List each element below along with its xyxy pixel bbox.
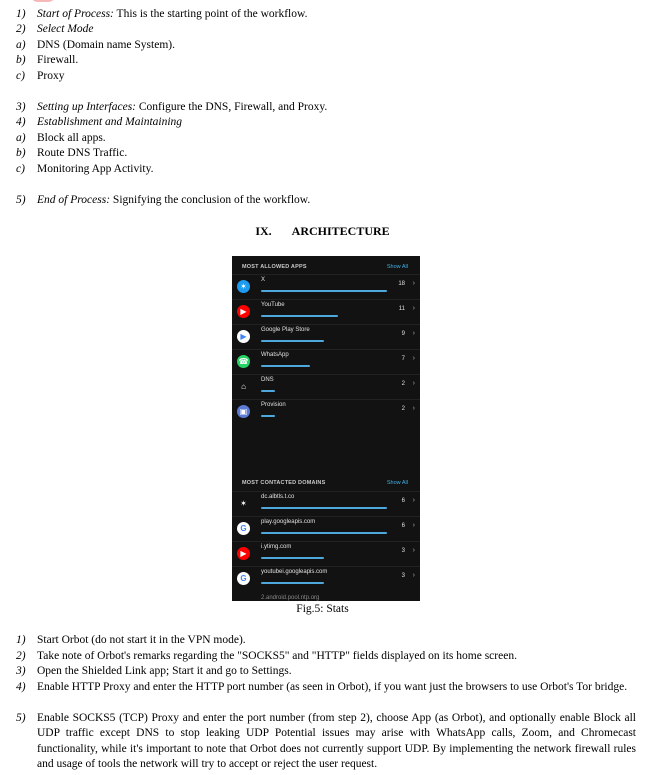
app-row[interactable] (232, 274, 420, 299)
row-count: 2 (401, 406, 405, 412)
chevron-right-icon: › (412, 547, 415, 554)
row-divider (232, 516, 420, 517)
step-number: 2) (16, 650, 26, 662)
item-text: DNS (Domain name System). (37, 39, 175, 51)
row-divider (232, 274, 420, 275)
row-label: DNS (261, 377, 274, 383)
google-icon: G (237, 572, 250, 585)
usage-bar (261, 290, 387, 292)
row-count: 2 (401, 381, 405, 387)
item-label: End of Process: (37, 194, 111, 206)
apps-header: MOST ALLOWED APPS (242, 264, 307, 270)
item-label: Start of Process: (37, 8, 114, 20)
app-row[interactable] (232, 374, 420, 399)
item-number: 2) (16, 23, 26, 35)
item-label: Select Mode (37, 23, 94, 35)
row-count: 3 (401, 573, 405, 579)
item-text: Proxy (37, 70, 65, 82)
chevron-right-icon: › (412, 330, 415, 337)
twitter-icon: ✶ (237, 497, 250, 510)
item-number: a) (16, 132, 26, 144)
item-text: Monitoring App Activity. (37, 163, 154, 175)
provision-icon: ▣ (237, 405, 250, 418)
item-number: 5) (16, 194, 26, 206)
orbot-step (16, 711, 636, 772)
step-text: Enable SOCKS5 (TCP) Proxy and enter the port number (from step 2), choose App (as Orbot), and optionally enable Block all UDP traffic except DNS to stop leaking UDP Potential issues may arise with WhatsApp calls, Zoom, and Chromecast functionality, while it's important to note that Orbot does not currently support UDP. By implementing the network firewall rules and usage of tools the network will try to accept or reject the user request. (37, 712, 636, 770)
step-text: Open the Shielded Link app; Start it and go to Settings. (37, 665, 292, 677)
item-text: Configure the DNS, Firewall, and Proxy. (136, 101, 328, 113)
row-count: 3 (401, 548, 405, 554)
usage-bar (261, 532, 387, 534)
chevron-right-icon: › (412, 355, 415, 362)
apps-show-all-link[interactable]: Show All (386, 264, 408, 270)
domain-row[interactable] (232, 541, 420, 566)
item-label: Setting up Interfaces: (37, 101, 137, 113)
row-label: Provision (261, 402, 286, 408)
step-number: 4) (16, 681, 26, 693)
row-label: X (261, 277, 266, 283)
orbot-step (16, 680, 636, 695)
app-row[interactable] (232, 299, 420, 324)
chevron-right-icon: › (412, 280, 415, 287)
row-divider (232, 374, 420, 375)
app-row[interactable] (232, 399, 420, 424)
android-icon: ⌂ (237, 380, 250, 393)
row-count: 11 (398, 306, 405, 312)
item-text: This is the starting point of the workflow. (113, 8, 308, 20)
row-divider (232, 541, 420, 542)
step-text: Start Orbot (do not start it in the VPN mode). (37, 634, 246, 646)
item-number: 3) (16, 101, 26, 113)
usage-bar (261, 507, 387, 509)
item-number: b) (16, 54, 26, 66)
step-text: Enable HTTP Proxy and enter the HTTP port number (as seen in Orbot), if you want just the browsers to use Orbot's Tor bridge. (37, 681, 628, 693)
section-heading (0, 224, 645, 239)
row-divider (232, 566, 420, 567)
row-count: 9 (401, 331, 405, 337)
domain-row[interactable] (232, 566, 420, 591)
item-number: c) (16, 70, 25, 82)
chevron-right-icon: › (412, 305, 415, 312)
item-text: Firewall. (37, 54, 79, 66)
usage-bar (261, 340, 324, 342)
row-label: WhatsApp (261, 352, 289, 358)
chevron-right-icon: › (412, 522, 415, 529)
orbot-step (16, 664, 636, 679)
domains-show-all-link[interactable]: Show All (386, 480, 408, 486)
section-title: ARCHITECTURE (291, 224, 390, 238)
step-text: Take note of Orbot's remarks regarding the "SOCKS5" and "HTTP" fields displayed on its home screen. (37, 650, 517, 662)
stats-screenshot (232, 256, 420, 601)
google-icon: G (237, 522, 250, 535)
row-divider (232, 299, 420, 300)
youtube-icon: ▶ (237, 547, 250, 560)
whatsapp-icon: ☎ (238, 357, 249, 366)
row-divider (232, 399, 420, 400)
orbot-step (16, 633, 636, 648)
domain-row[interactable] (232, 516, 420, 541)
step-number: 5) (16, 712, 26, 724)
domains-header: MOST CONTACTED DOMAINS (242, 480, 326, 486)
item-text: Route DNS Traffic. (37, 147, 128, 159)
row-label: youtubei.googleapis.com (261, 569, 328, 575)
row-label: dc.albtls.t.co (261, 494, 295, 500)
item-text: Block all apps. (37, 132, 106, 144)
chevron-right-icon: › (412, 497, 415, 504)
usage-bar (261, 582, 324, 584)
item-number: 1) (16, 8, 26, 20)
step-number: 3) (16, 665, 26, 677)
usage-bar (261, 390, 275, 392)
figure-caption: Fig.5: Stats (296, 603, 349, 615)
row-divider (232, 349, 420, 350)
item-number: b) (16, 147, 26, 159)
section-number: IX. (255, 224, 272, 238)
item-number: c) (16, 163, 25, 175)
row-count: 18 (398, 281, 405, 287)
usage-bar (261, 365, 310, 367)
play-store-icon: ▶ (237, 330, 250, 343)
chevron-right-icon: › (412, 380, 415, 387)
item-number: a) (16, 39, 26, 51)
orbot-step (16, 649, 636, 664)
usage-bar (261, 557, 324, 559)
chevron-right-icon: › (412, 572, 415, 579)
cut-domain-label: 2.android.pool.ntp.org (261, 595, 320, 601)
app-row[interactable] (232, 324, 420, 349)
row-divider (232, 324, 420, 325)
domain-row[interactable] (232, 491, 420, 516)
top-decoration (30, 0, 56, 2)
row-divider (232, 491, 420, 492)
item-label: Establishment and Maintaining (37, 116, 183, 128)
row-count: 7 (401, 356, 405, 362)
app-row[interactable] (232, 349, 420, 374)
row-label: YouTube (261, 302, 285, 308)
usage-bar (261, 415, 275, 417)
item-text: Signifying the conclusion of the workflow. (110, 194, 311, 206)
chevron-right-icon: › (412, 405, 415, 412)
youtube-icon: ▶ (237, 305, 250, 318)
step-number: 1) (16, 634, 26, 646)
row-label: i.ytimg.com (261, 544, 292, 550)
usage-bar (261, 315, 338, 317)
twitter-icon: ✶ (237, 280, 250, 293)
row-count: 6 (401, 498, 405, 504)
row-label: play.googleapis.com (261, 519, 316, 525)
row-count: 6 (401, 523, 405, 529)
item-number: 4) (16, 116, 26, 128)
row-label: Google Play Store (261, 327, 310, 333)
